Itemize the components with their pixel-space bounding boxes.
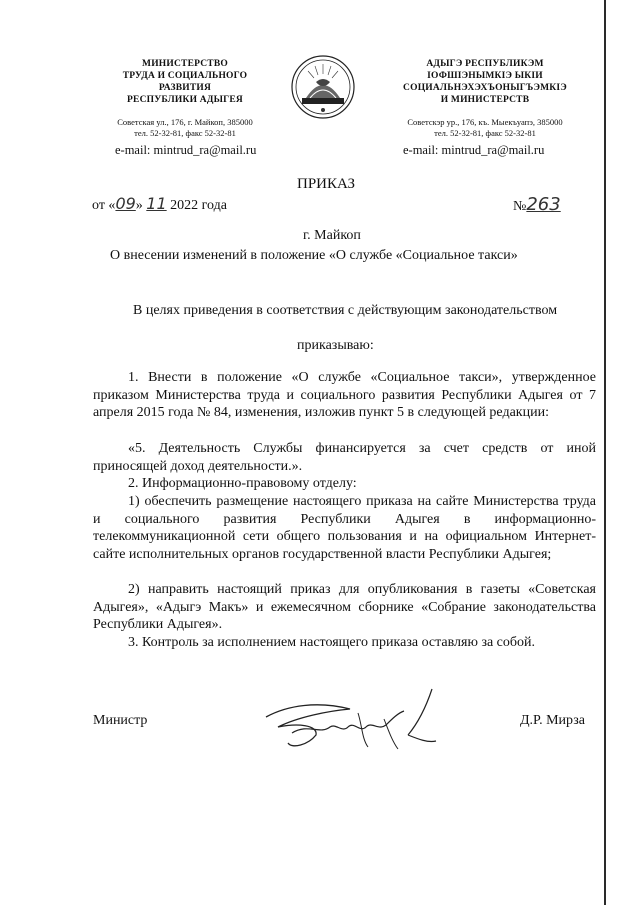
org-line: РАЗВИТИЯ [158, 83, 212, 93]
org-line: СОЦИАЛЬНЭХЭХЪОНЫГЪЭМКIЭ [403, 83, 567, 93]
item-1-quote: «5. Деятельность Службы финансируется за счет средств от иной приносящей доход деятельности.». [93, 441, 596, 474]
doc-command: приказываю: [297, 338, 374, 353]
header-right-address [375, 117, 595, 139]
address-line: Советскэр ур., 176, къ. Мыекъуапэ, 385000 [407, 117, 563, 127]
date-day: 09 [115, 194, 136, 213]
org-line: ТРУДА И СОЦИАЛЬНОГО [122, 71, 248, 81]
date-suffix: 2022 года [170, 198, 227, 213]
doc-city: г. Майкоп [303, 228, 361, 243]
coat-of-arms-icon [290, 54, 356, 120]
item-2: 2. Информационно-правовому отделу: [128, 476, 357, 491]
phone-line: тел. 52-32-81, факс 52-32-81 [434, 128, 536, 138]
address-line: Советская ул., 176, г. Майкоп, 385000 [117, 117, 253, 127]
item-3: 3. Контроль за исполнением настоящего приказа оставляю за собой. [128, 635, 536, 650]
signature-name: Д.Р. Мирза [520, 713, 585, 728]
header-left-email: e-mail: mintrud_ra@mail.ru [115, 143, 257, 157]
date-mid: » [135, 198, 143, 213]
number-prefix: № [513, 199, 527, 214]
header-left-address [95, 117, 275, 139]
date-month: 11 [146, 194, 167, 213]
doc-number [513, 194, 561, 215]
page-edge-line [604, 0, 606, 905]
phone-line: тел. 52-32-81, факс 52-32-81 [134, 128, 236, 138]
doc-date [92, 194, 227, 214]
item-1: 1. Внести в положение «О службе «Социальное такси», утвержденное приказом Министерства труда и социального развития Республики Адыгея от 7 апреля 2015 года № 84, изменения, изложив пункт 5 в следующей редакции: [93, 370, 596, 421]
org-line: IОФШIЭНЫМКIЭ ЫКIИ [427, 71, 543, 81]
org-line: И МИНИСТЕРСТВ [440, 95, 530, 105]
handwritten-signature [258, 683, 448, 771]
doc-title: ПРИКАЗ [297, 176, 355, 192]
org-line: МИНИСТЕРСТВО [142, 59, 228, 69]
header-right-email: e-mail: mintrud_ra@mail.ru [403, 143, 545, 157]
org-line: РЕСПУБЛИКИ АДЫГЕЯ [127, 95, 243, 105]
signature-position: Министр [93, 713, 148, 728]
item-2-sub-2: 2) направить настоящий приказ для опубликования в газеты «Советская Адыгея», «Адыгэ Макъ» и ежемесячном сборнике «Собрание законодательства Республики Адыгея». [93, 582, 596, 633]
number-value: 263 [526, 194, 561, 215]
org-line: АДЫГЭ РЕСПУБЛИКЭМ [426, 59, 544, 69]
header-right-org [380, 58, 590, 106]
header-left-org [100, 58, 270, 106]
doc-subject: О внесении изменений в положение «О службе «Социальное такси» [110, 248, 518, 263]
doc-preamble: В целях приведения в соответствия с действующим законодательством [133, 303, 558, 318]
item-2-sub-1: 1) обеспечить размещение настоящего приказа на сайте Министерства труда и социального развития Республики Адыгея в информационно-телекоммуникационной сети общего пользования и на официальном Интернет-сайте исполнительных органов государственной власти Республики Адыгея; [93, 494, 596, 562]
date-prefix: от « [92, 198, 116, 213]
